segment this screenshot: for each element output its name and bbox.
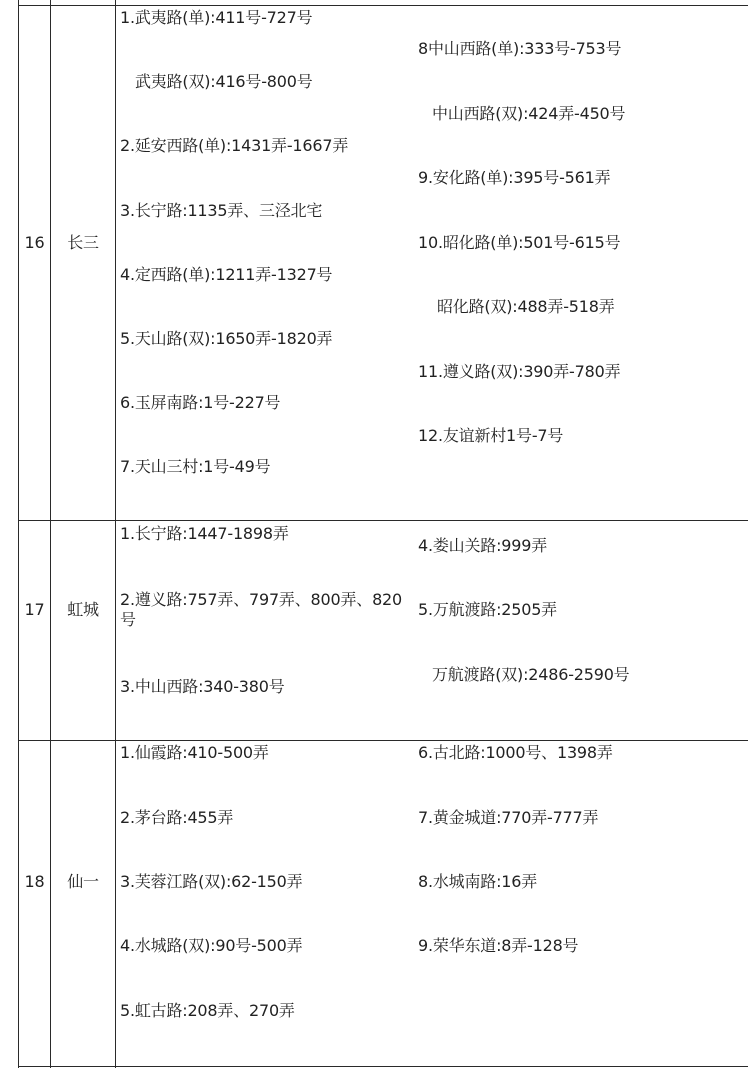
street-range: 1.仙霞路:410-500弄 [120, 743, 269, 762]
street-range: 3.长宁路:1135弄、三泾北宅 [120, 201, 323, 220]
street-range: 8.水城南路:16弄 [418, 872, 538, 891]
table-border-bottom [18, 1066, 748, 1067]
street-range: 9.安化路(单):395号-561弄 [418, 168, 611, 187]
street-range: 昭化路(双):488弄-518弄 [437, 297, 615, 316]
street-range: 1.武夷路(单):411号-727号 [120, 8, 313, 27]
street-range: 武夷路(双):416号-800号 [135, 72, 313, 91]
street-range: 10.昭化路(单):501号-615号 [418, 233, 621, 252]
street-range: 3.中山西路:340-380号 [120, 677, 285, 696]
community-name: 虹城 [67, 600, 99, 619]
street-range: 中山西路(双):424弄-450号 [432, 104, 626, 123]
row-number: 16 [24, 233, 45, 252]
street-range: 2.茅台路:455弄 [120, 808, 234, 827]
column-divider-name-streets [115, 0, 116, 1068]
street-range: 6.玉屏南路:1号-227号 [120, 393, 281, 412]
street-range: 5.天山路(双):1650弄-1820弄 [120, 329, 333, 348]
row-number: 17 [24, 600, 45, 619]
street-range: 2.延安西路(单):1431弄-1667弄 [120, 136, 349, 155]
street-range: 7.黄金城道:770弄-777弄 [418, 808, 599, 827]
street-range: 11.遵义路(双):390弄-780弄 [418, 362, 621, 381]
street-range: 7.天山三村:1号-49号 [120, 457, 271, 476]
row-divider-16-17 [18, 520, 748, 521]
community-name: 仙一 [67, 872, 99, 891]
table-border-top [18, 5, 748, 6]
street-range: 万航渡路(双):2486-2590号 [432, 665, 630, 684]
street-range: 4.定西路(单):1211弄-1327号 [120, 265, 333, 284]
street-range: 1.长宁路:1447-1898弄 [120, 524, 289, 543]
street-range: 9.荣华东道:8弄-128号 [418, 936, 579, 955]
street-range: 8中山西路(单):333号-753号 [418, 39, 622, 58]
street-range: 5.万航渡路:2505弄 [418, 600, 557, 619]
community-name: 长三 [67, 233, 99, 252]
row-number: 18 [24, 872, 45, 891]
row-divider-17-18 [18, 740, 748, 741]
street-range: 3.芙蓉江路(双):62-150弄 [120, 872, 303, 891]
table-border-left [18, 0, 19, 1068]
street-range: 12.友谊新村1号-7号 [418, 426, 564, 445]
column-divider-no-name [50, 0, 51, 1068]
street-range: 4.水城路(双):90号-500弄 [120, 936, 303, 955]
street-range: 6.古北路:1000号、1398弄 [418, 743, 613, 762]
street-range: 5.虹古路:208弄、270弄 [120, 1001, 295, 1020]
street-range: 4.娄山关路:999弄 [418, 536, 547, 555]
street-range: 2.遵义路:757弄、797弄、800弄、820号 [120, 590, 403, 629]
